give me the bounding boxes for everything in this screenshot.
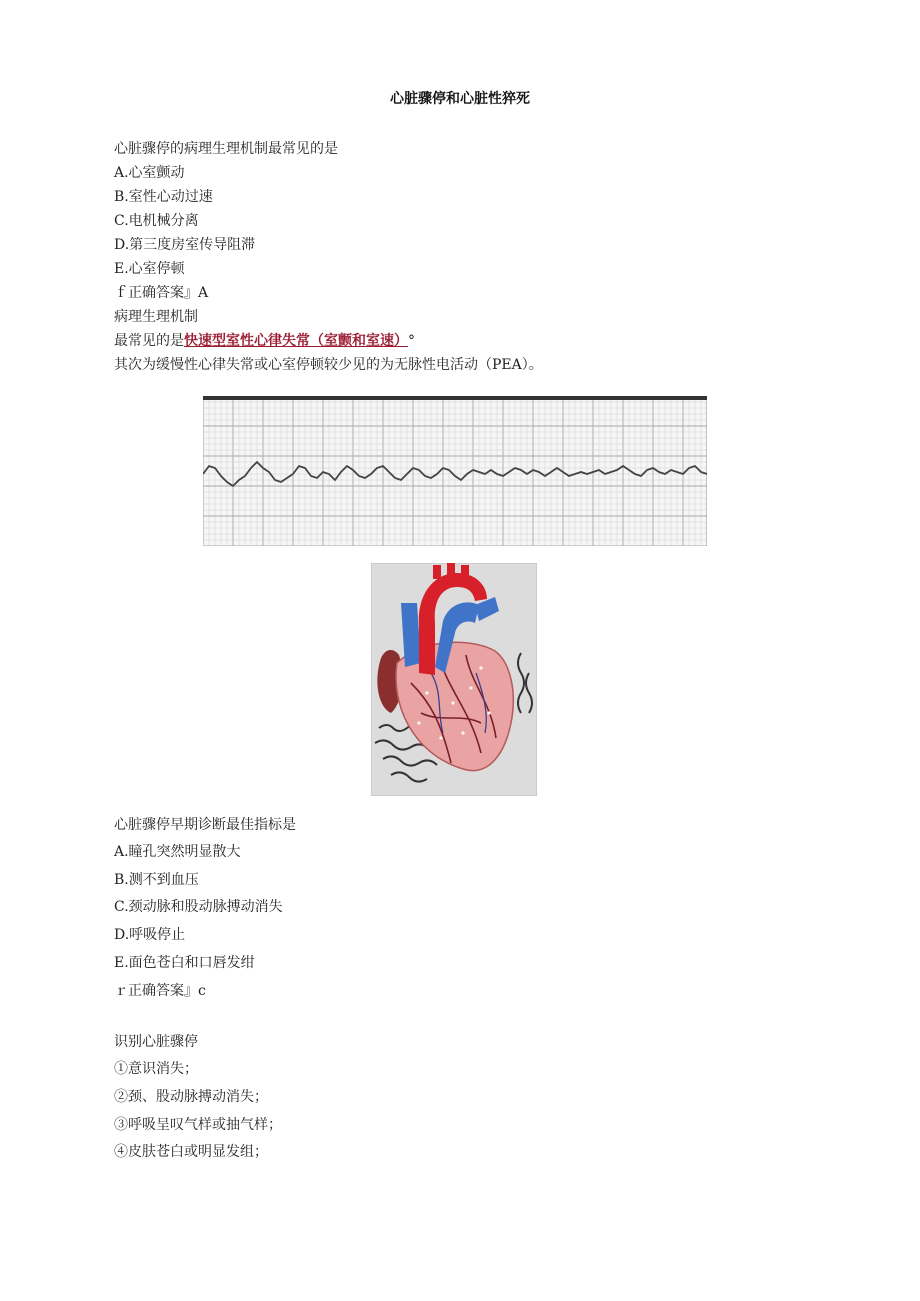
identify-item-3: ③呼吸呈叹气样或抽气样； (114, 1117, 282, 1133)
q1-answer: ｆ正确答案』A (114, 285, 209, 301)
q2-option-c: C.颈动脉和股动脉搏动消失 (114, 899, 283, 915)
identify-item-2: ②颈、股动脉搏动消失； (114, 1089, 268, 1105)
identify-item-1: ①意识消失； (114, 1061, 198, 1077)
explain-suffix: ° (408, 333, 415, 349)
q1-option-a: A.心室颤动 (114, 165, 185, 181)
page-title: 心脏骤停和心脏性猝死 (390, 91, 530, 107)
q2-option-a: A.瞳孔突然明显散大 (114, 844, 241, 860)
identify-item-4: ④皮肤苍白或明显发组； (114, 1144, 268, 1160)
ecg-strip-image (203, 396, 707, 546)
question-1: 心脏骤停的病理生理机制最常见的是 (114, 141, 338, 157)
q1-option-e: E.心室停顿 (114, 261, 185, 277)
explain-highlight: 快速型室性心律失常（室颤和室速） (184, 333, 408, 349)
q1-explain-heading: 病理生理机制 (114, 309, 198, 325)
q1-option-d: D.第三度房室传导阻滞 (114, 237, 256, 253)
q2-option-d: D.呼吸停止 (114, 927, 186, 943)
question-2: 心脏骤停早期诊断最佳指标是 (114, 817, 296, 833)
explain-prefix: 最常见的是 (114, 333, 184, 349)
q2-option-b: B.测不到血压 (114, 872, 199, 888)
q2-answer: ｒ正确答案』c (114, 983, 206, 999)
heart-illustration (371, 563, 537, 796)
q1-option-b: B.室性心动过速 (114, 189, 213, 205)
q2-option-e: E.面色苍白和口唇发绀 (114, 955, 255, 971)
q1-option-c: C.电机械分离 (114, 213, 199, 229)
q1-explain-line2: 其次为缓慢性心律失常或心室停顿较少见的为无脉性电活动（PEA）。 (114, 357, 543, 373)
identify-heading: 识别心脏骤停 (114, 1034, 198, 1050)
q1-explain-line1 (114, 331, 415, 351)
